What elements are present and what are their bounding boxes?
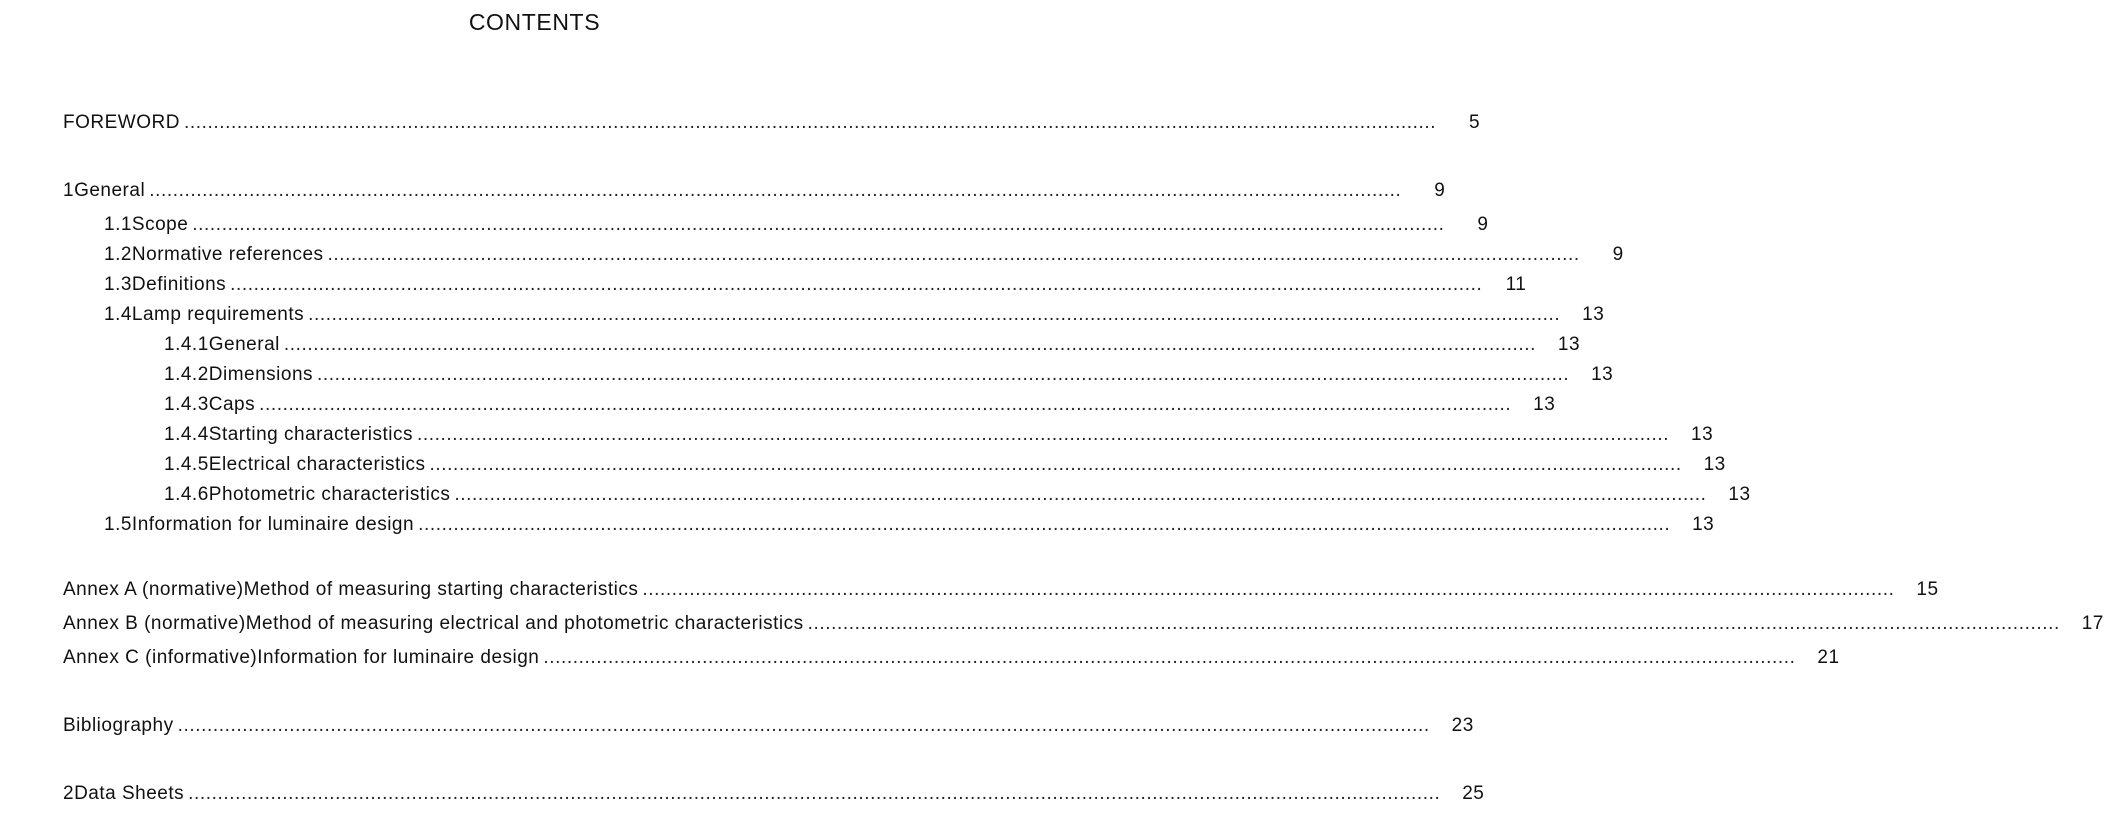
toc-entry-annex-b[interactable]: [0, 612, 2104, 636]
toc-entry-label: General: [208, 334, 280, 355]
dot-leader: [184, 111, 1436, 135]
toc-page-number: 13: [1728, 484, 1751, 505]
toc-section-number: 1.1: [104, 214, 132, 235]
toc-entry-label: Dimensions: [208, 364, 314, 385]
toc-page-number: 11: [1505, 274, 1527, 295]
toc-entry-section-1[interactable]: [0, 179, 1446, 203]
toc-entry-1-3[interactable]: [0, 273, 1527, 297]
toc-page-number: 23: [1451, 715, 1474, 736]
toc-entry-label: Electrical characteristics: [208, 454, 426, 475]
toc-entry-label: Information for luminaire design: [131, 514, 415, 535]
toc-entry-label: Lamp requirements: [131, 304, 305, 325]
toc-section-number: 1: [63, 180, 75, 201]
toc-page-number: 9: [1434, 180, 1446, 201]
dot-leader: [417, 423, 1669, 447]
dot-leader: [454, 483, 1706, 507]
dot-leader: [328, 243, 1580, 267]
toc-entry-1-4-6[interactable]: [0, 483, 1751, 507]
toc-page-number: 13: [1692, 514, 1715, 535]
toc-section-number: 1.5: [104, 514, 132, 535]
toc-entry-label: Caps: [208, 394, 256, 415]
toc-page-number: 25: [1462, 783, 1485, 804]
toc-entry-label: Information for luminaire design: [257, 647, 540, 668]
toc-entry-label: Photometric characteristics: [208, 484, 451, 505]
page-title: CONTENTS: [468, 9, 601, 35]
toc-section-number: 1.4: [104, 304, 132, 325]
toc-entry-section-2[interactable]: [0, 782, 1485, 806]
toc-entry-1-4-4[interactable]: [0, 423, 1714, 447]
toc-page-number: 15: [1916, 579, 1939, 600]
toc-entry-1-5[interactable]: [0, 513, 1715, 537]
dot-leader: [543, 646, 1795, 670]
toc-section-number: 1.3: [104, 274, 132, 295]
toc-entry-1-4-2[interactable]: [0, 363, 1614, 387]
toc-page-number: 13: [1533, 394, 1556, 415]
dot-leader: [149, 179, 1401, 203]
dot-leader: [259, 393, 1511, 417]
toc-entry-label: Bibliography: [63, 715, 174, 736]
dot-leader: [230, 273, 1482, 297]
toc-section-number: 1.4.1: [164, 334, 209, 355]
toc-entry-label: Starting characteristics: [208, 424, 413, 445]
toc-page-number: 5: [1469, 112, 1481, 133]
toc-page-number: 13: [1557, 334, 1581, 355]
dot-leader: [418, 513, 1670, 537]
toc-section-number: 2: [63, 783, 75, 804]
dot-leader: [178, 714, 1430, 738]
toc-entry-label: General: [74, 180, 146, 201]
dot-leader: [284, 333, 1536, 357]
dot-leader: [642, 578, 1894, 602]
toc-entry-1-2[interactable]: [0, 243, 1624, 267]
toc-entry-bibliography[interactable]: [0, 714, 1474, 738]
toc-page-number: 9: [1477, 214, 1489, 235]
toc-section-number: 1.4.3: [164, 394, 209, 415]
toc-entry-label: FOREWORD: [63, 112, 180, 133]
toc-page-number: 9: [1612, 244, 1624, 265]
toc-section-number: 1.4.5: [164, 454, 209, 475]
toc-entry-foreword[interactable]: [0, 111, 1481, 135]
annex-name: Annex C (informative): [63, 647, 258, 668]
toc-entry-annex-a[interactable]: [0, 578, 1939, 602]
toc-entry-1-4[interactable]: [0, 303, 1605, 327]
toc-section-number: 1.4.4: [164, 424, 209, 445]
toc-page-number: 13: [1582, 304, 1605, 325]
toc-entry-1-1[interactable]: [0, 213, 1489, 237]
toc-entry-1-4-3[interactable]: [0, 393, 1556, 417]
toc-page-number: 17: [2081, 613, 2104, 634]
toc-page-number: 21: [1817, 647, 1840, 668]
dot-leader: [317, 363, 1569, 387]
toc-entry-label: Definitions: [131, 274, 227, 295]
toc-section-number: 1.2: [104, 244, 132, 265]
toc-entry-label: Normative references: [131, 244, 324, 265]
dot-leader: [192, 213, 1444, 237]
toc-page-number: 13: [1591, 364, 1614, 385]
toc-section-number: 1.4.6: [164, 484, 209, 505]
toc-entry-label: Method of measuring starting characteristics: [243, 579, 639, 600]
dot-leader: [430, 453, 1682, 477]
toc-entry-label: Scope: [131, 214, 189, 235]
annex-name: Annex A (normative): [63, 579, 244, 600]
toc-page-number: 13: [1703, 454, 1726, 475]
toc-entry-label: Method of measuring electrical and photometric characteristics: [245, 613, 804, 634]
dot-leader: [808, 612, 2060, 636]
toc-entry-label: Data Sheets: [74, 783, 185, 804]
annex-name: Annex B (normative): [63, 613, 246, 634]
toc-section-number: 1.4.2: [164, 364, 209, 385]
dot-leader: [188, 782, 1440, 806]
toc-entry-annex-c[interactable]: [0, 646, 1840, 670]
dot-leader: [308, 303, 1560, 327]
toc-entry-1-4-5[interactable]: [0, 453, 1726, 477]
toc-entry-1-4-1[interactable]: [0, 333, 1581, 357]
toc-page-number: 13: [1691, 424, 1714, 445]
